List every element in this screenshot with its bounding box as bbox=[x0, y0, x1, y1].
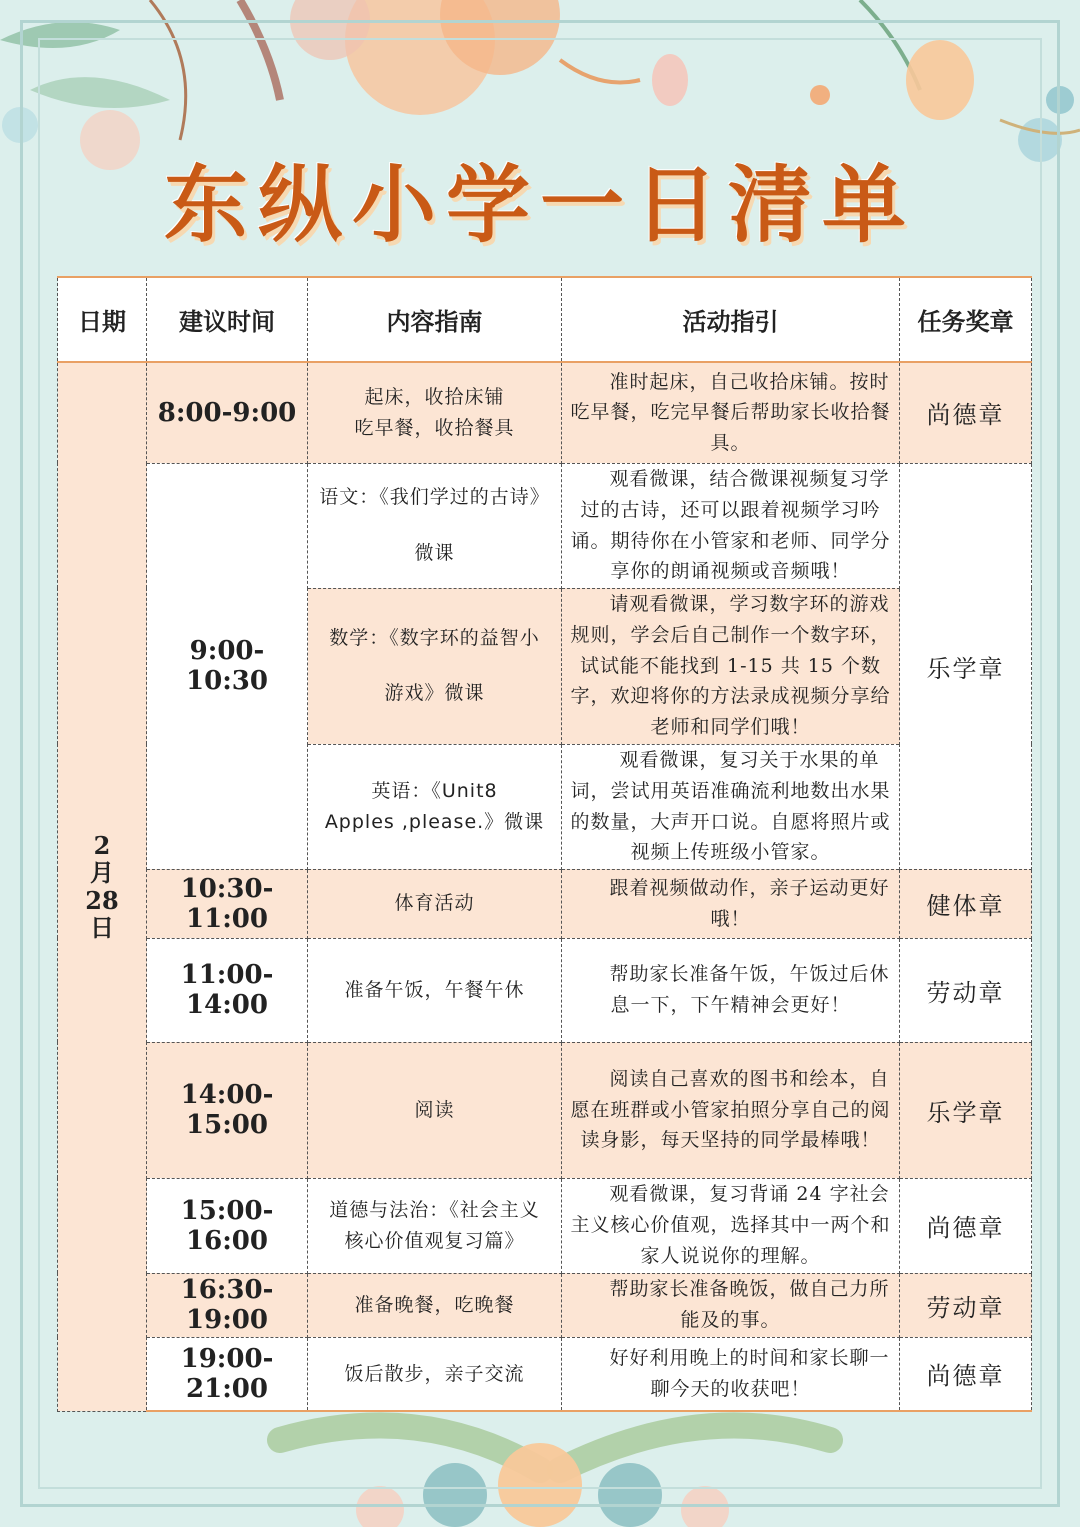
activity-cell: 观看微课，复习背诵 24 字社会主义核心价值观，选择其中一两个和家人说说你的理解。 bbox=[562, 1178, 900, 1273]
content-cell: 饭后散步，亲子交流 bbox=[308, 1337, 562, 1411]
badge-cell: 乐学章 bbox=[900, 1042, 1032, 1178]
content-cell: 英语：《Unit8 Apples ,please.》微课 bbox=[308, 744, 562, 869]
table-row bbox=[58, 1178, 1032, 1273]
content-cell: 语文：《我们学过的古诗》 微课 bbox=[308, 463, 562, 588]
time-cell: 11:00-14:00 bbox=[147, 938, 308, 1042]
badge-cell: 劳动章 bbox=[900, 938, 1032, 1042]
content-cell: 数学：《数字环的益智小 游戏》微课 bbox=[308, 588, 562, 744]
time-cell: 8:00-9:00 bbox=[147, 362, 308, 463]
content-cell: 准备晚餐，吃晚餐 bbox=[308, 1273, 562, 1337]
badge-cell: 劳动章 bbox=[900, 1273, 1032, 1337]
activity-cell: 请观看微课，学习数字环的游戏规则，学会后自己制作一个数字环，试试能不能找到 1-15 共 15 个数字，欢迎将你的方法录成视频分享给老师和同学们哦！ bbox=[562, 588, 900, 744]
content-cell: 起床，收拾床铺 吃早餐，收拾餐具 bbox=[308, 362, 562, 463]
time-cell: 16:30-19:00 bbox=[147, 1273, 308, 1337]
time-cell: 15:00-16:00 bbox=[147, 1178, 308, 1273]
time-cell: 10:30-11:00 bbox=[147, 869, 308, 938]
content-cell: 道德与法治：《社会主义 核心价值观复习篇》 bbox=[308, 1178, 562, 1273]
table-header-row bbox=[58, 277, 1032, 362]
table-row bbox=[58, 1273, 1032, 1337]
content-cell: 体育活动 bbox=[308, 869, 562, 938]
content-cell: 准备午饭，午餐午休 bbox=[308, 938, 562, 1042]
table-row bbox=[58, 1337, 1032, 1411]
date-cell: 2 月 28 日 bbox=[58, 362, 147, 1411]
time-cell: 9:00-10:30 bbox=[147, 463, 308, 869]
content-cell: 阅读 bbox=[308, 1042, 562, 1178]
activity-cell: 跟着视频做动作，亲子运动更好哦！ bbox=[562, 869, 900, 938]
time-cell: 14:00-15:00 bbox=[147, 1042, 308, 1178]
activity-cell: 准时起床，自己收拾床铺。按时吃早餐，吃完早餐后帮助家长收拾餐具。 bbox=[562, 362, 900, 463]
header-time: 建议时间 bbox=[147, 277, 308, 362]
table-row bbox=[58, 362, 1032, 463]
badge-cell: 尚德章 bbox=[900, 1178, 1032, 1273]
badge-cell: 乐学章 bbox=[900, 463, 1032, 869]
table-row bbox=[58, 1042, 1032, 1178]
page-title: 东纵小学一日清单 bbox=[163, 156, 916, 254]
badge-cell: 尚德章 bbox=[900, 362, 1032, 463]
table-row bbox=[58, 869, 1032, 938]
table-row bbox=[58, 463, 1032, 588]
activity-cell: 帮助家长准备晚饭，做自己力所能及的事。 bbox=[562, 1273, 900, 1337]
badge-cell: 健体章 bbox=[900, 869, 1032, 938]
table-row bbox=[58, 938, 1032, 1042]
activity-cell: 观看微课，结合微课视频复习学过的古诗，还可以跟着视频学习吟诵。期待你在小管家和老师、同学分享你的朗诵视频或音频哦！ bbox=[562, 463, 900, 588]
activity-cell: 观看微课，复习关于水果的单词，尝试用英语准确流利地数出水果的数量，大声开口说。自愿将照片或视频上传班级小管家。 bbox=[562, 744, 900, 869]
badge-cell: 尚德章 bbox=[900, 1337, 1032, 1411]
header-date: 日期 bbox=[58, 277, 147, 362]
time-cell: 19:00-21:00 bbox=[147, 1337, 308, 1411]
schedule-table bbox=[57, 276, 1032, 1412]
activity-cell: 帮助家长准备午饭，午饭过后休息一下，下午精神会更好！ bbox=[562, 938, 900, 1042]
header-content: 内容指南 bbox=[308, 277, 562, 362]
header-badge: 任务奖章 bbox=[900, 277, 1032, 362]
activity-cell: 好好利用晚上的时间和家长聊一聊今天的收获吧！ bbox=[562, 1337, 900, 1411]
header-activity: 活动指引 bbox=[562, 277, 900, 362]
activity-cell: 阅读自己喜欢的图书和绘本，自愿在班群或小管家拍照分享自己的阅读身影，每天坚持的同学最棒哦！ bbox=[562, 1042, 900, 1178]
